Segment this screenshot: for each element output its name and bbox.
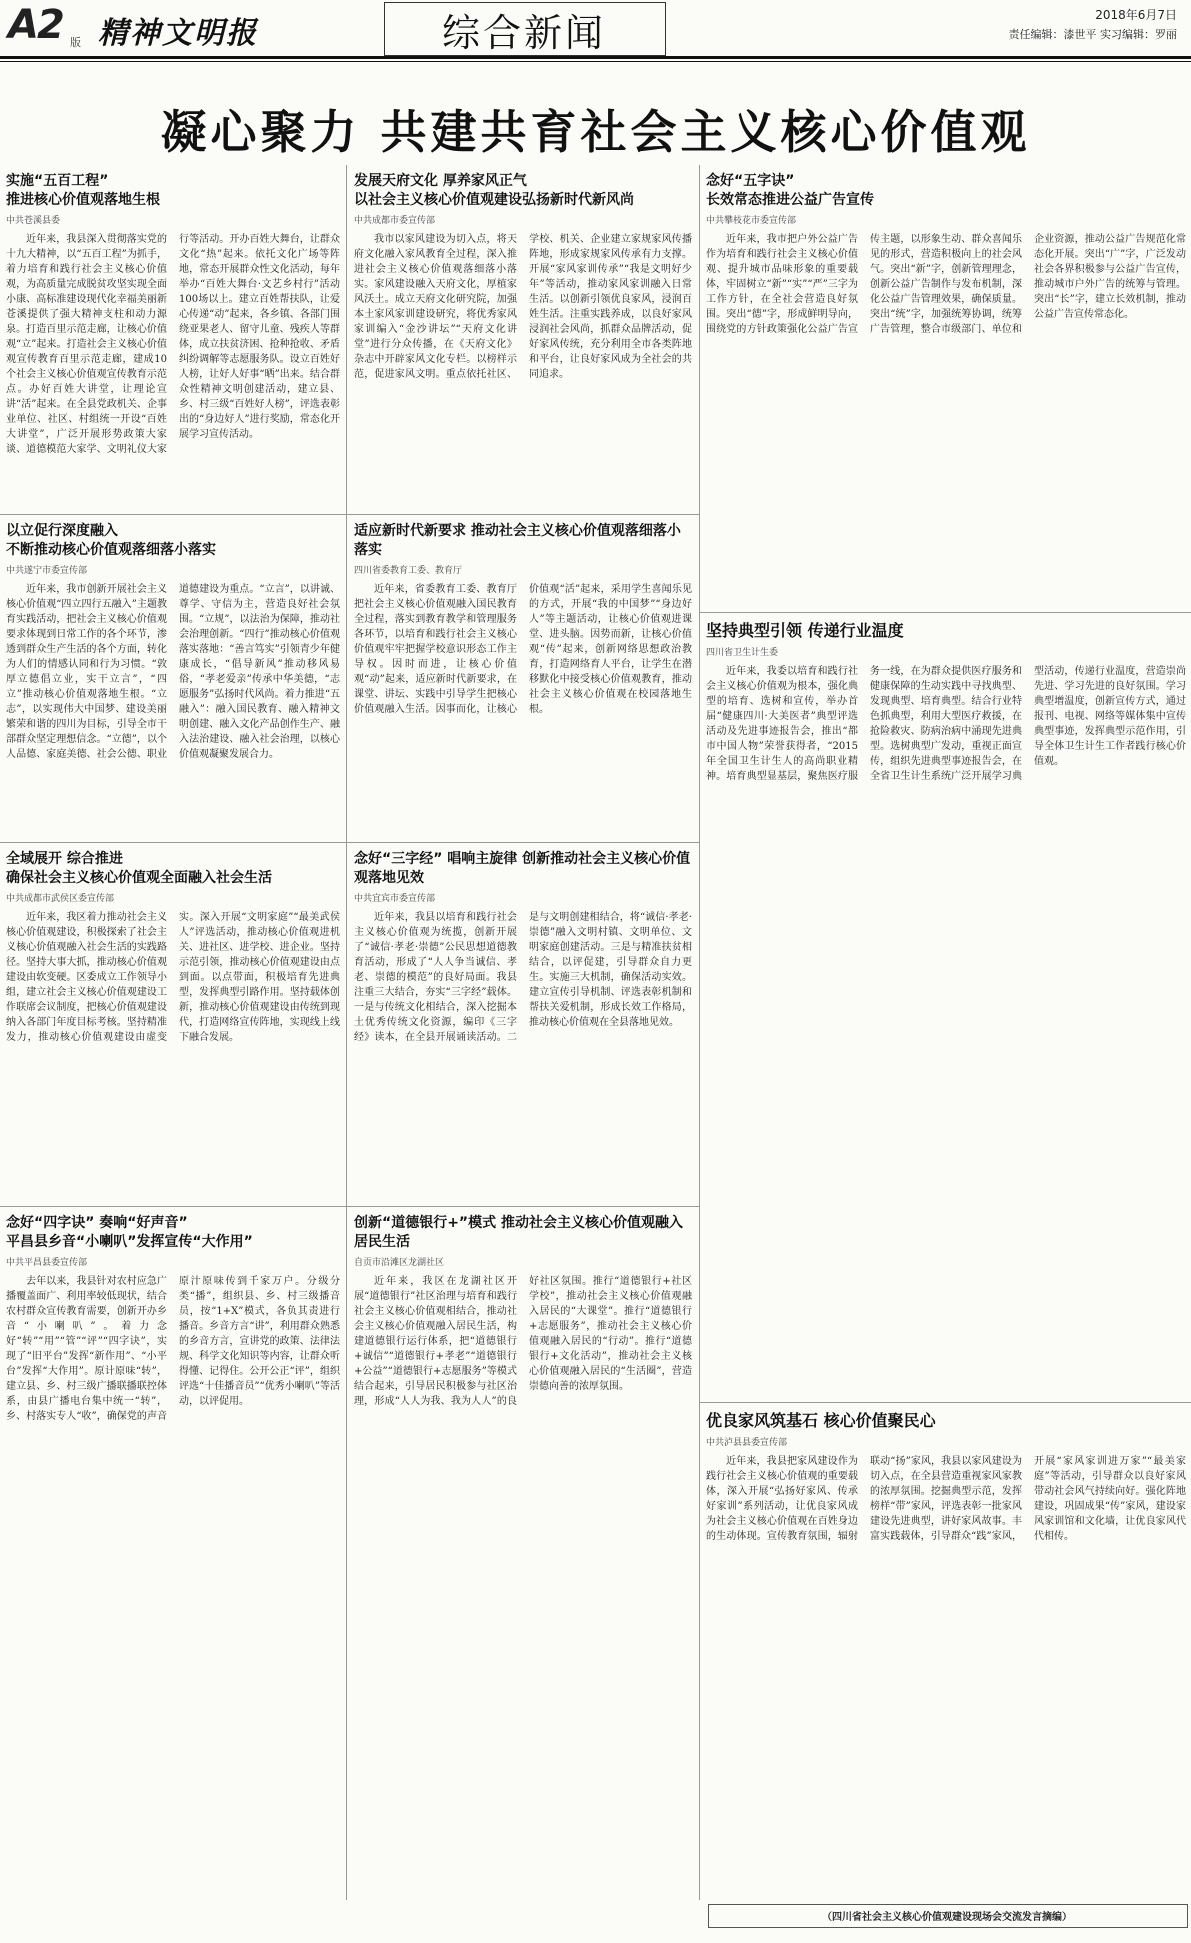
row-divider	[0, 842, 699, 843]
article-subtitle: 不断推动核心价值观落细落小落实	[6, 542, 216, 558]
article-title: 优良家风筑基石 核心价值聚民心	[706, 1411, 936, 1430]
article-source: 中共成都市委宣传部	[354, 216, 436, 226]
article-source: 中共成都市武侯区委宣传部	[6, 894, 115, 904]
article-body: 近年来，我委以培育和践行社会主义核心价值观为根本，强化典型的培育、选树和宣传，举办首届“健康四川·大美医者”典型评选活动及先进事迹报告会，推出“都市中国人物”荣誉获得者，“2015年全国卫生计生人的高尚职业精神。培育典型显基层，聚焦医疗服务一线，在为群众提供医疗服务和健康保障的生动实践中寻找典型、发现典型、培育典型。结合行业特色抓典型，利用大型医疗救援，在抢险救灾、防病治病中涌现先进典型。选树典型广发动，重视正面宣传，组织先进典型事迹报告会，在全省卫生计生系统广泛开展学习典型活动，传递行业温度，营造崇尚先进、学习先进的良好氛围。学习典型增温度，创新宣传方式，通过报刊、电视、网络等媒体集中宣传典型事迹，发挥典型示范作用，引导全体卫生计生工作者践行核心价值观。	[706, 666, 1186, 782]
article-education	[354, 522, 692, 836]
article-little-loudspeaker	[6, 1214, 340, 1934]
article-subtitle: 推进核心价值观落地生根	[6, 192, 160, 208]
article-subtitle: 平昌县乡音“小喇叭”发挥宣传“大作用”	[6, 1234, 253, 1250]
article-title: 以立促行深度融入	[6, 523, 118, 539]
main-headline: 凝心聚力 共建共育社会主义核心价值观	[160, 105, 1031, 159]
article-suining	[6, 522, 340, 836]
article-source: 四川省委教育工委、教育厅	[354, 566, 463, 576]
footer-note: （四川省社会主义核心价值观建设现场会交流发言摘编）	[822, 1912, 1072, 1923]
article-source: 中共苍溪县委	[6, 216, 61, 226]
article-moral-bank	[354, 1214, 692, 1934]
article-title: 念好“四字诀” 奏响“好声音”	[6, 1215, 188, 1231]
article-subtitle: 以社会主义核心价值观建设弘扬新时代新风尚	[354, 192, 634, 208]
article-source: 中共遂宁市委宣传部	[6, 566, 88, 576]
article-subtitle: 长效常态推进公益广告宣传	[706, 192, 874, 208]
article-body: 近年来，我县以培育和践行社会主义核心价值观为统揽，创新开展了“诚信·孝老·崇德”公民思想道德教育活动，形成了“人人争当诚信、孝老、崇德的模范”的良好局面。我县注重三大结合，夯实“三字经”载体。一是与传统文化相结合，深入挖掘本土优秀传统文化资源，编印《三字经》读本，在全县开展诵读活动。二是与文明创建相结合，将“诚信·孝老·崇德”融入文明村镇、文明单位、文明家庭创建活动。三是与精准扶贫相结合，以评促建，引导群众自力更生。实施三大机制，确保活动实效。建立宣传引导机制、评选表彰机制和帮扶关爱机制，形成长效工作格局，推动核心价值观在全县落地见效。	[354, 912, 692, 1043]
section-name: 综合新闻	[441, 11, 606, 55]
article-source: 四川省卫生计生委	[706, 648, 779, 658]
article-body: 近年来，我市创新开展社会主义核心价值观“四立四行五融入”主题教育实践活动，把社会主义核心价值观要求体现到日常工作的各个环节，渗透到群众生产生活的各个方面，转化为人们的情感认同和行为习惯。“敦厚立德倡立业，实干立言”，“四立”推动核心价值观落地生根。“立志”，以实现伟大中国梦、建设美丽繁荣和谐的四川为目标，引导全市干部群众坚定理想信念。“立德”，以个人品德、家庭美德、社会公德、职业道德建设为重点。“立言”，以讲诚、尊学、守信为主，营造良好社会氛围。“立规”，以法治为保障，推动社会治理创新。“四行”推动核心价值观落实落地：“善言笃实”引领青少年健康成长，“倡导新风”推动移风易俗，“孝老爱亲”传承中华美德，“志愿服务”弘扬时代风尚。着力推进“五融入”：融入国民教育、融入精神文明创建、融入文化产品创作生产、融入法治建设、融入社会治理，以核心价值观凝聚发展合力。	[6, 584, 340, 760]
newspaper-name: 精神文明报	[98, 16, 258, 51]
article-body: 近年来，我市把户外公益广告作为培育和践行社会主义核心价值观、提升城市品味形象的重要载体，牢固树立“新”“实”“严”三字为工作方针，在全社会营造良好氛围。突出“德”字，形成鲜明导向，围绕党的方针政策强化公益广告宣传主题，以形象生动、群众喜闻乐见的形式，营造积极向上的社会风气。突出“新”字，创新管理理念，创新公益广告制作与发布机制，深化公益广告管理效果，确保质量。突出“统”字，加强统筹协调，统筹广告管理，整合市级部门、单位和企业资源，推动公益广告规范化常态化开展。突出“广”字，广泛发动社会各界积极参与公益广告宣传，推动城市户外广告的统筹与管理。突出“长”字，建立长效机制，推动公益广告宣传常态化。	[706, 234, 1186, 335]
row-divider	[699, 1402, 1191, 1403]
publication-date: 2018年6月7日	[1095, 8, 1177, 22]
article-body: 近年来，我县深入贯彻落实党的十九大精神，以“五百工程”为抓手，着力培育和践行社会主义核心价值观，为高质量完成脱贫攻坚实现全面小康、高标准建设现代化幸福美丽新苍溪提供了强大精神支柱和动力源泉。打造百里示范走廊，让核心价值观“立”起来。打造社会主义核心价值观宣传教育百里示范走廊，建成10个社会主义核心价值观宣传教育示范点。办好百姓大讲堂，让理论宣讲“活”起来。在全县党政机关、企事业单位、社区、村组统一开设“百姓大讲堂”，广泛开展形势政策大家谈、道德模范大家学、文明礼仪大家行等活动。开办百姓大舞台，让群众文化“热”起来。依托文化广场等阵地，常态开展群众性文化活动，每年举办“百姓大舞台·文艺乡村行”活动100场以上。建立百姓帮扶队，让爱心传递“动”起来，各乡镇、各部门围绕亚果老人、留守儿童、残疾人等群体，成立扶贫济困、抢种抢收、矛盾纠纷调解等志愿服务队。设立百姓好人榜，让好人好事“晒”出来。结合群众性精神文明创建活动，建立县、乡、村三级“百姓好人榜”，评选表彰出的“身边好人”进行奖励，常态化开展学习宣传活动。	[6, 234, 340, 455]
row-divider	[0, 514, 346, 515]
column-divider	[699, 165, 700, 1900]
article-subtitle: 适应新时代新要求 推动社会主义核心价值观落细落小落实	[354, 523, 681, 558]
row-divider	[0, 1206, 699, 1207]
masthead	[0, 0, 1191, 64]
article-wuhou	[6, 850, 340, 1200]
article-title: 实施“五百工程”	[6, 173, 109, 189]
article-health-models	[706, 620, 1186, 1396]
masthead-rule-thin	[0, 61, 1191, 62]
article-source: 中共泸县县委宣传部	[706, 1438, 788, 1448]
article-body: 近年来，我区在龙湖社区开展“道德银行”社区治理与培育和践行社会主义核心价值观相结合，推动社会主义核心价值观融入居民生活，构建道德银行运行体系，把“道德银行+诚信”“道德银行+孝老”“道德银行+公益”“道德银行+志愿服务”等模式结合起来，引导居民积极参与社区治理，形成“人人为我、我为人人”的良好社区氛围。推行“道德银行+社区学校”，推动社会主义核心价值观融入居民的“大课堂”。推行“道德银行+志愿服务”，推动社会主义核心价值观融入居民的“行动”。推行“道德银行+文化活动”，推动社会主义核心价值观融入居民的“生活圈”，营造崇德向善的浓厚氛围。	[354, 1276, 692, 1407]
article-five-hundred-project	[6, 172, 340, 508]
article-public-ads	[706, 172, 1186, 606]
article-source: 中共宜宾市委宣传部	[354, 894, 436, 904]
masthead-rule	[0, 56, 1191, 59]
article-title: 全域展开 综合推进	[6, 851, 123, 867]
article-subtitle: 创新“道德银行+”模式 推动社会主义核心价值观融入居民生活	[354, 1215, 684, 1250]
article-title: 发展天府文化 厚养家风正气	[354, 173, 527, 189]
column-divider	[346, 165, 347, 1900]
row-divider	[346, 514, 699, 515]
article-source: 自贡市沿滩区龙湖社区	[354, 1258, 445, 1268]
article-title: 念好“五字诀”	[706, 173, 795, 189]
article-title: 坚持典型引领 传递行业温度	[706, 621, 904, 640]
article-body: 近年来，我区着力推动社会主义核心价值观建设，积极探索了社会主义核心价值观融入社会生活的实践路径。坚持大事大抓，推动核心价值观建设由软变硬。区委成立工作领导小组，建立社会主义核心价值观建设工作联席会议制度，把核心价值观建设纳入各部门年度目标考核。坚持精准发力，推动核心价值观建设由虚变实。深入开展“文明家庭”“最美武侯人”评选活动，推动核心价值观进机关、进社区、进学校、进企业。坚持示范引领，推动核心价值观建设由点到面。以点带面，积极培育先进典型，发挥典型引路作用。坚持载体创新，推动核心价值观建设由传统到现代，打造网络宣传阵地，实现线上线下融合发展。	[6, 912, 340, 1043]
article-three-character-classic	[354, 850, 692, 1200]
article-tianfu-culture	[354, 172, 692, 508]
page-number: A2	[8, 2, 63, 48]
article-family-values	[706, 1410, 1186, 1898]
page-number-suffix: 版	[70, 36, 81, 49]
article-body: 近年来，省委教育工委、教育厅把社会主义核心价值观融入国民教育全过程，落实到教育教学和管理服务各环节，以培育和践行社会主义核心价值观牢牢把握学校意识形态工作主导权。因时而进，让核心价值观“动”起来，适应新时代新要求，在课堂、讲坛、实践中引导学生把核心价值观融入生活。因事而化，让核心价值观“活”起来，采用学生喜闻乐见的方式，开展“我的中国梦”“身边好人”等主题活动，让核心价值观进课堂、进头脑。因势而新，让核心价值观“传”起来，创新网络思想政治教育，打造网络育人平台，让学生在潜移默化中接受核心价值观教育，推动社会主义核心价值观在校园落地生根。	[354, 584, 692, 715]
row-divider	[699, 612, 1191, 613]
article-body: 近年来，我县把家风建设作为践行社会主义核心价值观的重要载体，深入开展“弘扬好家风、传承好家训”系列活动，让优良家风成为社会主义核心价值观在百姓身边的生动体现。宣传教育氛围，辐射联动“扬”家风，我县以家风建设为切入点，在全县营造重视家风家教的浓厚氛围。挖掘典型示范，发挥榜样“带”家风，评选表彰一批家风建设先进典型，讲好家风故事。丰富实践载体，引导群众“践”家风，开展“家风家训进万家”“最美家庭”等活动，引导群众以良好家风带动社会风气持续向好。强化阵地建设，巩固成果“传”家风，建设家风家训馆和文化墙，让优良家风代代相传。	[706, 1456, 1186, 1542]
article-body: 去年以来，我县针对农村应急广播覆盖面广、利用率较低现状，结合农村群众宣传教育需要，创新开办乡音“小喇叭”。着力念好“转”“用”“管”“评”“四字诀”，实现了“旧平台”发挥“新作用”、“小平台”发挥“大作用”。原计原味“转”，建立县、乡、村三级广播联播联控体系，由县广播电台集中统一“转”，乡、村落实专人“收”，确保党的声音原汁原味传到千家万户。分级分类“播”，组织县、乡、村三级播音员，按“1+X”模式，各负其责进行播音。乡音方言“讲”，利用群众熟悉的乡音方言，宣讲党的政策、法律法规、科学文化知识等内容，让群众听得懂、记得住。公开公正“评”，组织评选“十佳播音员”“优秀小喇叭”等活动，以评促用。	[6, 1276, 340, 1422]
article-source: 中共平昌县委宣传部	[6, 1258, 88, 1268]
article-subtitle: 确保社会主义核心价值观全面融入社会生活	[6, 870, 272, 886]
article-source: 中共攀枝花市委宣传部	[706, 216, 797, 226]
article-body: 我市以家风建设为切入点，将天府文化融入家风教育全过程，深入推进社会主义核心价值观落细落小落实。家风建设融入天府文化，厚植家风沃土。成立天府文化研究院，加强本土家风家训建设研究，将优秀家风家训编入“金沙讲坛”“天府文化讲堂”进行分众传播，在《天府文化》杂志中开辟家风文化专栏。以榜样示范，促进家风文明。重点依托社区、学校、机关、企业建立家规家风传播阵地，形成家规家风传承有力支撑。开展“家风家训传承”“我是文明好少年”等活动，推动家风家训融入日常生活。以创新引领优良家风，浸润百姓生活。注重实践养成，以良好家风浸润社会风尚，抓群众品牌活动，促好家风传统，充分利用全市各类阵地和平台，让良好家风成为全社会的共同追求。	[354, 234, 692, 380]
article-subtitle: 念好“三字经” 唱响主旋律 创新推动社会主义核心价值观落地见效	[354, 851, 691, 886]
editors-line: 责任编辑：漆世平 实习编辑：罗丽	[1008, 28, 1177, 41]
